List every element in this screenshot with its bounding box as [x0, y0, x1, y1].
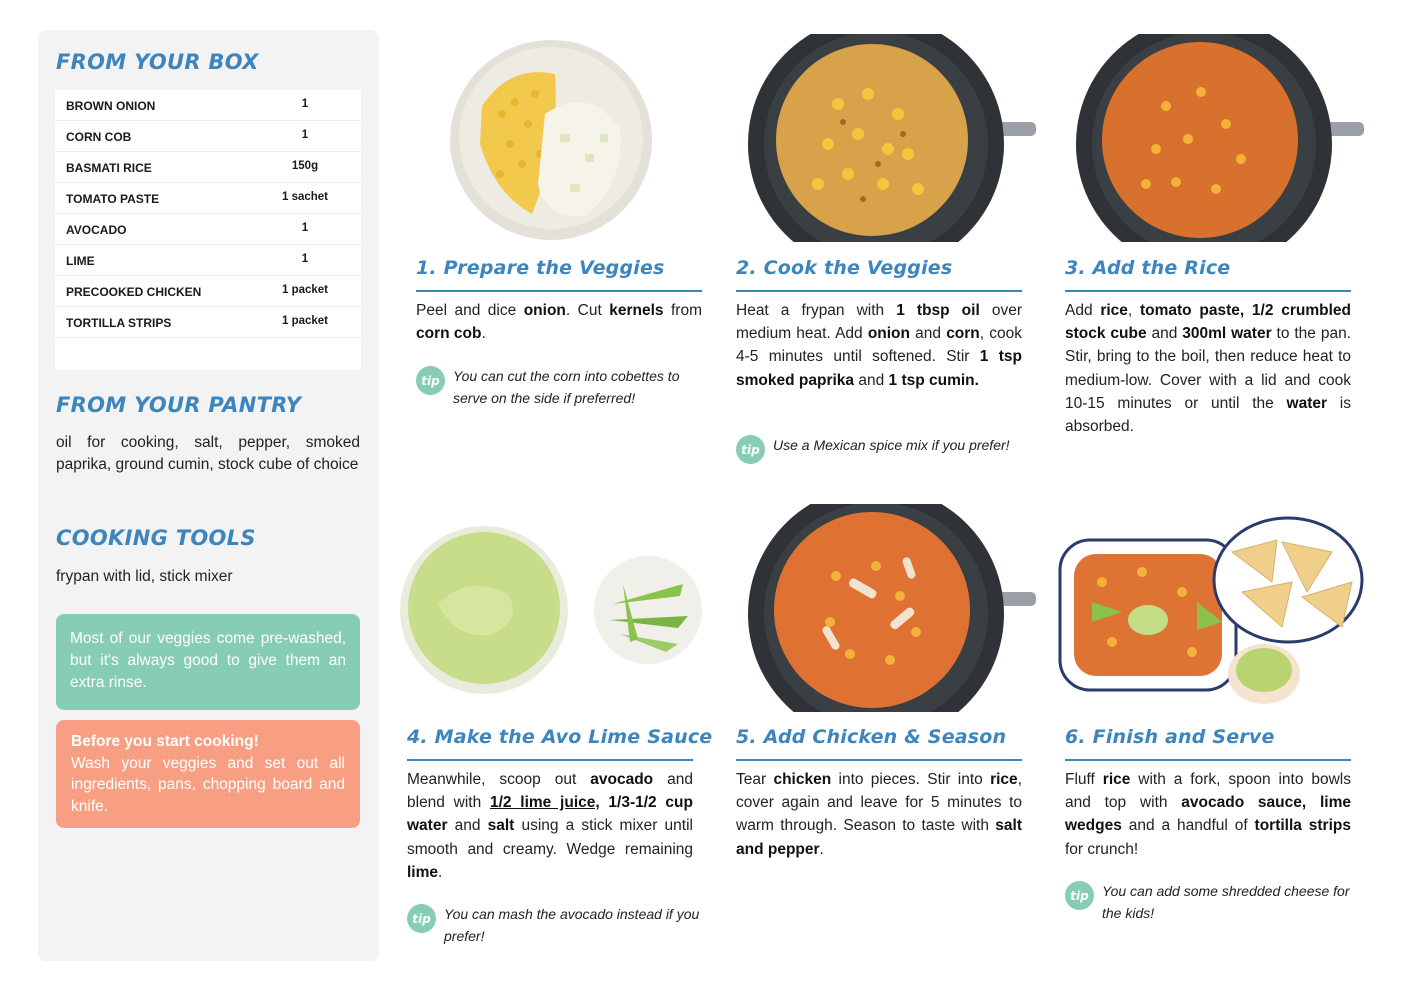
ingredient-qty: 1	[301, 129, 309, 141]
table-row	[55, 276, 361, 307]
prep-note	[56, 720, 360, 828]
step-text-run: corn cob	[416, 325, 482, 343]
step-text-run: onion	[867, 325, 910, 343]
step-text-run: avocado sauce, lime wedges	[1065, 794, 1351, 835]
prep-note-text: Wash your veggies and set out all ingredients, pans, chopping board and knife.	[71, 754, 345, 815]
ingredient-name: TOMATO PASTE	[66, 192, 160, 206]
prep-note-lead: Before you start cooking!	[71, 733, 259, 750]
step-text-run: tortilla strips	[1254, 817, 1351, 835]
step-text-run: into pieces. Stir into	[831, 771, 991, 788]
step-4-tip-text: You can mash the avocado instead if you prefer!	[444, 906, 700, 944]
step-5-text	[736, 768, 1022, 861]
ingredient-qty: 1	[301, 222, 309, 234]
ingredient-name: BROWN ONION	[66, 99, 156, 113]
box-ingredients-table	[55, 90, 361, 370]
table-row	[55, 121, 361, 152]
step-text-run: over medium heat. Add	[736, 302, 1022, 343]
step-1-title: 1. Prepare the Veggies	[416, 257, 665, 279]
step-text-run: .	[819, 840, 824, 858]
ingredient-qty: 1	[301, 98, 309, 110]
step-1-tip-text: You can cut the corn into cobettes to serve on the side if preferred!	[453, 368, 680, 406]
step-2-rule	[736, 290, 1022, 292]
step-text-run: for crunch!	[1065, 840, 1139, 858]
step-2-tip	[736, 434, 1028, 464]
table-row	[55, 152, 361, 183]
table-row	[55, 307, 361, 338]
step-text-run: with a fork, spoon into bowls and top with	[1065, 771, 1351, 812]
tip-icon: tip	[416, 366, 445, 395]
step-text-run: kernels	[609, 302, 664, 319]
step-text-run: 1/3-1/2 cup water	[407, 794, 693, 835]
ingredient-qty: 150g	[291, 160, 319, 172]
step-text-run: salt and pepper	[736, 817, 1022, 858]
step-text-run: rice	[1100, 302, 1128, 319]
step-text-run: and	[1146, 325, 1183, 343]
step-text-run: Meanwhile, scoop out	[407, 771, 591, 788]
pantry-text: oil for cooking, salt, pepper, smoked paprika, ground cumin, stock cube of choice	[56, 434, 360, 473]
step-text-run: .	[481, 325, 486, 343]
step-text-run: chicken	[773, 771, 832, 788]
step-text-run: and	[854, 371, 889, 389]
step-text-run: Heat a frypan with	[736, 302, 897, 319]
box-heading: FROM YOUR BOX	[56, 50, 259, 74]
step-text-run: ,	[1127, 302, 1140, 319]
step-4-photo	[398, 524, 706, 696]
step-1-tip	[416, 365, 706, 409]
step-5-photo	[748, 504, 1038, 712]
step-2-title: 2. Cook the Veggies	[736, 257, 953, 279]
table-row	[55, 245, 361, 276]
step-4-rule	[407, 759, 693, 761]
step-text-run: and	[910, 325, 947, 343]
step-text-run: rice	[990, 771, 1018, 788]
step-1-photo	[440, 34, 662, 244]
step-text-run: Fluff	[1065, 771, 1103, 788]
table-row	[55, 90, 361, 121]
step-4-tip	[407, 903, 702, 947]
rinse-note: Most of our veggies come pre-washed, but it's always good to give them an extra rinse.	[56, 614, 360, 710]
ingredient-qty: 1	[301, 253, 309, 265]
step-6-photo	[1052, 512, 1366, 710]
table-row	[55, 214, 361, 245]
step-text-run: Tear	[736, 771, 774, 788]
step-1-rule	[416, 290, 702, 292]
step-2-text	[736, 299, 1022, 392]
step-text-run: rice	[1102, 771, 1131, 788]
step-4-title: 4. Make the Avo Lime Sauce	[407, 726, 713, 748]
step-text-run: onion	[523, 302, 566, 319]
step-2-tip-text: Use a Mexican spice mix if you prefer!	[773, 437, 1010, 453]
tools-text: frypan with lid, stick mixer	[56, 568, 233, 585]
ingredient-name: PRECOOKED CHICKEN	[66, 285, 202, 299]
step-1-text	[416, 299, 702, 345]
ingredient-name: TORTILLA STRIPS	[66, 316, 172, 330]
step-text-run: 1/2 lime juice,	[489, 794, 600, 812]
step-6-rule	[1065, 759, 1351, 761]
step-text-run: 1 tsp cumin.	[888, 371, 979, 389]
step-6-text	[1065, 768, 1351, 861]
tip-icon: tip	[1065, 881, 1094, 910]
step-text-run: and a handful of	[1121, 817, 1255, 835]
step-5-rule	[736, 759, 1022, 761]
step-6-title: 6. Finish and Serve	[1065, 726, 1275, 748]
step-text-run: 1 tbsp oil	[896, 302, 980, 319]
step-text-run: . Cut	[565, 302, 610, 319]
ingredient-qty: 1 sachet	[281, 191, 329, 203]
ingredients-sidebar	[38, 30, 379, 961]
pantry-heading: FROM YOUR PANTRY	[56, 393, 302, 417]
step-text-run: corn	[946, 325, 980, 343]
step-text-run: and blend with	[407, 771, 693, 812]
step-text-run: water	[1286, 394, 1328, 412]
step-text-run: is absorbed.	[1065, 394, 1351, 436]
step-text-run: and	[447, 817, 488, 835]
step-text-run: 300ml water	[1182, 325, 1272, 343]
step-3-text	[1065, 299, 1351, 438]
step-text-run: , cover again and leave for 5 minutes to warm through. Season to taste with	[736, 771, 1022, 835]
step-3-rule	[1065, 290, 1351, 292]
step-text-run: , cook 4-5 minutes until softened. Stir	[736, 325, 1022, 366]
step-text-run: avocado	[590, 771, 654, 788]
step-text-run: Add	[1065, 302, 1101, 319]
step-4-text	[407, 768, 693, 884]
ingredient-qty: 1 packet	[281, 315, 329, 327]
step-text-run: Peel and dice	[416, 302, 524, 319]
step-6-tip-text: You can add some shredded cheese for the kids!	[1102, 883, 1350, 921]
table-row	[55, 183, 361, 214]
ingredient-name: CORN COB	[66, 130, 132, 144]
step-text-run: .	[438, 863, 443, 881]
tip-icon: tip	[407, 904, 436, 933]
ingredient-name: LIME	[66, 254, 95, 268]
tip-icon: tip	[736, 435, 765, 464]
step-text-run: lime	[407, 863, 439, 881]
step-6-tip	[1065, 880, 1360, 924]
ingredient-name: AVOCADO	[66, 223, 127, 237]
ingredient-name: BASMATI RICE	[66, 161, 152, 175]
step-text-run: tomato paste, 1/2 crumbled stock cube	[1065, 302, 1351, 343]
step-3-photo	[1076, 34, 1366, 242]
tools-heading: COOKING TOOLS	[56, 526, 256, 550]
step-text-run: salt	[487, 817, 515, 835]
step-text-run: from	[663, 302, 702, 319]
ingredient-qty: 1 packet	[281, 284, 329, 296]
step-5-title: 5. Add Chicken & Season	[736, 726, 1007, 748]
step-text-run: 1 tsp smoked paprika	[736, 348, 1022, 389]
step-text-run: using a stick mixer until smooth and creamy. Wedge remaining	[407, 817, 693, 858]
step-text-run: to the pan. Stir, bring to the boil, then reduce heat to medium-low. Cover with a lid and cook 10-15 minutes or until the	[1065, 325, 1351, 412]
step-3-title: 3. Add the Rice	[1065, 257, 1231, 279]
step-2-photo	[748, 34, 1038, 242]
